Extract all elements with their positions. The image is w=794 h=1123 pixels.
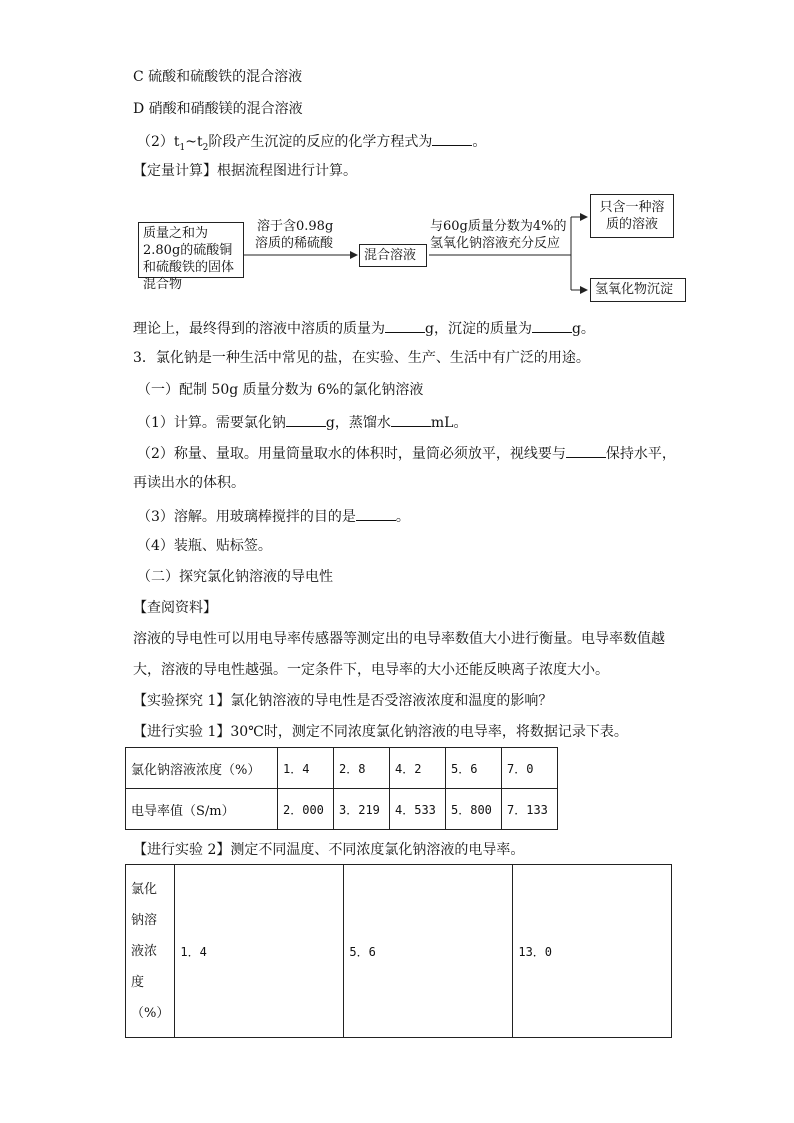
- option-c: C 硫酸和硫酸铁的混合溶液: [133, 69, 303, 85]
- table-cell: 13．0: [513, 865, 672, 1038]
- row-header-conductivity: 电导率值（S/m）: [126, 789, 278, 830]
- table-cell: 5．6: [344, 865, 513, 1038]
- water-volume-blank[interactable]: [391, 412, 431, 427]
- table-cell: 4．2: [390, 748, 446, 789]
- answer-blank[interactable]: [432, 131, 472, 146]
- experiment-1-table: [125, 747, 558, 830]
- start-box: 质量之和为2.80g的硫酸铜和硫酸铁的固体混合物: [138, 222, 244, 278]
- table-cell: 4．533: [390, 789, 446, 830]
- table-cell: 3．219: [334, 789, 390, 830]
- table-row: [126, 789, 558, 830]
- consult-heading: 【查阅资料】: [133, 600, 217, 616]
- table-cell: 7．0: [502, 748, 558, 789]
- row-header-concentration: 氯化钠溶液浓度（%）: [126, 748, 278, 789]
- sight-line-blank[interactable]: [566, 443, 606, 458]
- consult-text-1: 溶液的导电性可以用电导率传感器等测定出的电导率数值大小进行衡量。电导率数值越: [133, 631, 665, 647]
- mixture-box: 混合溶液: [359, 244, 427, 267]
- quant-calc-heading: 【定量计算】根据流程图进行计算。: [133, 163, 357, 179]
- react-label-1: 与60g质量分数为4%的: [430, 219, 567, 234]
- question-3-title: 3．氯化钠是一种生活中常见的盐，在实验、生产、生活中有广泛的用途。: [133, 350, 590, 366]
- step-2: （2）称量、量取。用量筒量取水的体积时，量筒必须放平，视线要与 保持水平，: [137, 443, 676, 463]
- flow-diagram: [133, 190, 703, 310]
- table-cell: 1．4: [175, 865, 344, 1038]
- experiment-2-table: [125, 864, 672, 1038]
- experiment-2: 【进行实验 2】测定不同温度、不同浓度氯化钠溶液的电导率。: [133, 842, 525, 858]
- precipitate-mass-blank[interactable]: [532, 318, 572, 333]
- table-row: [126, 865, 672, 1038]
- nacl-mass-blank[interactable]: [286, 412, 326, 427]
- part-1-heading: （一）配制 50g 质量分数为 6%的氯化钠溶液: [137, 382, 424, 398]
- dissolve-label-2: 溶质的稀硫酸: [255, 236, 334, 251]
- table-row: [126, 748, 558, 789]
- precipitate-box: 氢氧化物沉淀: [590, 278, 686, 302]
- solute-mass-blank[interactable]: [385, 318, 425, 333]
- step-1: （1）计算。需要氯化钠 g，蒸馏水 mL。: [137, 412, 467, 432]
- step-3: （3）溶解。用玻璃棒搅拌的目的是 。: [137, 506, 410, 526]
- theory-line: 理论上，最终得到的溶液中溶质的质量为 g，沉淀的质量为 g。: [133, 318, 595, 338]
- react-label-2: 氢氧化钠溶液充分反应: [430, 236, 561, 251]
- stir-purpose-blank[interactable]: [356, 506, 396, 521]
- option-d: D 硝酸和硝酸镁的混合溶液: [133, 101, 303, 117]
- question-2: $(2)t_1\sim t_2$阶段产生沉淀的反应的化学方程式为 。: [137, 131, 486, 157]
- table-cell: 5．6: [446, 748, 502, 789]
- step-2-cont: 再读出水的体积。: [133, 475, 245, 491]
- explore-1: 【实验探究 1】氯化钠溶液的导电性是否受溶液浓度和温度的影响？: [133, 693, 553, 709]
- consult-text-2: 大，溶液的导电性越强。一定条件下，电导率的大小还能反映离子浓度大小。: [133, 662, 609, 678]
- solution-box: 只含一种溶质的溶液: [590, 194, 674, 238]
- experiment-1: 【进行实验 1】30℃时，测定不同浓度氯化钠溶液的电导率，将数据记录下表。: [133, 724, 628, 740]
- table-cell: 2．000: [278, 789, 334, 830]
- table-cell: 5．800: [446, 789, 502, 830]
- dissolve-label-1: 溶于含0.98g: [257, 219, 334, 234]
- part-2-heading: （二）探究氯化钠溶液的导电性: [137, 569, 333, 585]
- table-cell: 1．4: [278, 748, 334, 789]
- table-cell: 7．133: [502, 789, 558, 830]
- table-cell: 2．8: [334, 748, 390, 789]
- concentration-header: 氯化 钠溶 液浓 度 （%）: [126, 865, 175, 1038]
- step-4: （4）装瓶、贴标签。: [137, 538, 272, 554]
